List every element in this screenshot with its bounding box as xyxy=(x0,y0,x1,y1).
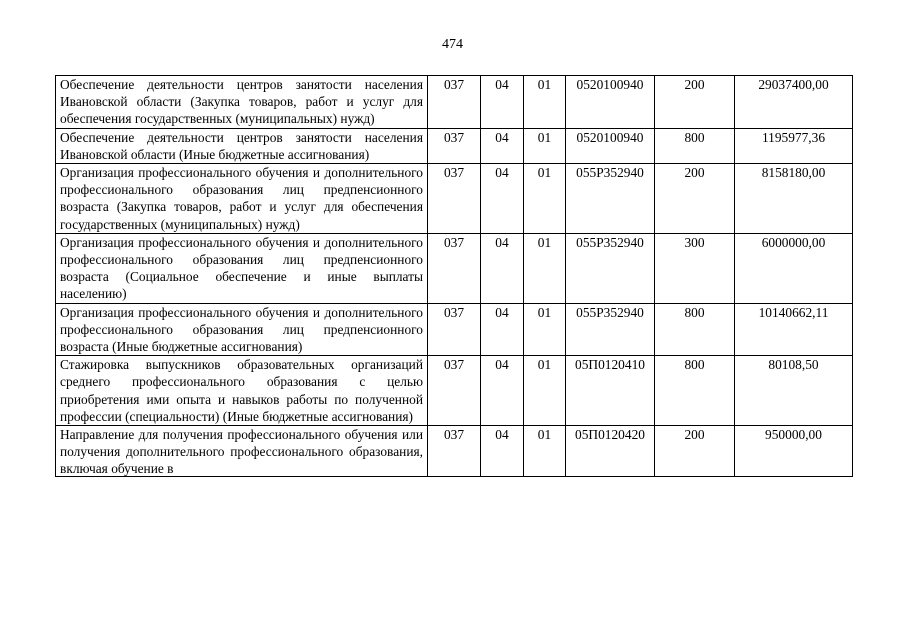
page-number: 474 xyxy=(442,37,463,52)
amount-value: 6000000,00 xyxy=(735,233,853,303)
budget-table xyxy=(55,75,853,477)
subsection-code: 01 xyxy=(524,164,566,234)
subsection-code: 01 xyxy=(524,426,566,477)
ministry-code: 037 xyxy=(428,233,481,303)
ministry-code: 037 xyxy=(428,164,481,234)
description-text: Обеспечение деятельности центров занятости населения Ивановской области (Иные бюджетные ассигнования) xyxy=(60,129,423,162)
row-description xyxy=(56,164,428,234)
description-text: Стажировка выпускников образовательных организаций среднего профессионального образования с целью приобретения ими опыта и навыков работы по полученной профессии (специальности) (Иные бюджетные ассигнования) xyxy=(60,357,423,424)
description-text: Организация профессионального обучения и дополнительного профессионального образования лиц предпенсионного возраста (Социальное обеспечение и иные выплаты населению) xyxy=(60,234,423,302)
expense-type-code: 200 xyxy=(655,426,735,477)
section-code: 04 xyxy=(481,233,524,303)
description-text: Организация профессионального обучения и дополнительного профессионального образования лиц предпенсионного возраста (Иные бюджетные ассигнования) xyxy=(60,304,423,355)
section-code: 04 xyxy=(481,303,524,356)
row-description xyxy=(56,356,428,426)
row-description xyxy=(56,233,428,303)
expense-type-code: 800 xyxy=(655,356,735,426)
row-description xyxy=(56,128,428,163)
expense-type-code: 200 xyxy=(655,164,735,234)
description-text: Обеспечение деятельности центров занятости населения Ивановской области (Закупка товаров, работ и услуг для обеспечения государственных (муниципальных) нужд) xyxy=(60,77,423,127)
table-row xyxy=(56,303,853,356)
target-article-code: 0520100940 xyxy=(566,128,655,163)
table-row xyxy=(56,164,853,234)
section-code: 04 xyxy=(481,164,524,234)
expense-type-code: 300 xyxy=(655,233,735,303)
target-article-code: 055P352940 xyxy=(566,164,655,234)
amount-value: 29037400,00 xyxy=(735,76,853,129)
row-description xyxy=(56,426,428,477)
table-row xyxy=(56,128,853,163)
ministry-code: 037 xyxy=(428,76,481,129)
amount-value: 950000,00 xyxy=(735,426,853,477)
row-description xyxy=(56,303,428,356)
expense-type-code: 200 xyxy=(655,76,735,129)
table-row xyxy=(56,356,853,426)
section-code: 04 xyxy=(481,128,524,163)
description-text: Организация профессионального обучения и дополнительного профессионального образования лиц предпенсионного возраста (Закупка товаров, работ и услуг для обеспечения государственных (муниципальных) нужд) xyxy=(60,165,423,232)
subsection-code: 01 xyxy=(524,303,566,356)
target-article-code: 055P352940 xyxy=(566,303,655,356)
ministry-code: 037 xyxy=(428,356,481,426)
table-row xyxy=(56,233,853,303)
amount-value: 8158180,00 xyxy=(735,164,853,234)
target-article-code: 05П0120410 xyxy=(566,356,655,426)
description-text: Направление для получения профессионального обучения или получения дополнительного профессионального образования, включая обучение в xyxy=(60,427,423,477)
table-row xyxy=(56,426,853,477)
section-code: 04 xyxy=(481,426,524,477)
section-code: 04 xyxy=(481,356,524,426)
section-code: 04 xyxy=(481,76,524,129)
amount-value: 10140662,11 xyxy=(735,303,853,356)
subsection-code: 01 xyxy=(524,76,566,129)
row-description xyxy=(56,76,428,129)
ministry-code: 037 xyxy=(428,426,481,477)
subsection-code: 01 xyxy=(524,233,566,303)
expense-type-code: 800 xyxy=(655,128,735,163)
amount-value: 80108,50 xyxy=(735,356,853,426)
target-article-code: 0520100940 xyxy=(566,76,655,129)
expense-type-code: 800 xyxy=(655,303,735,356)
ministry-code: 037 xyxy=(428,128,481,163)
amount-value: 1195977,36 xyxy=(735,128,853,163)
target-article-code: 05П0120420 xyxy=(566,426,655,477)
subsection-code: 01 xyxy=(524,128,566,163)
subsection-code: 01 xyxy=(524,356,566,426)
table-row xyxy=(56,76,853,129)
target-article-code: 055P352940 xyxy=(566,233,655,303)
table-body xyxy=(56,76,853,477)
ministry-code: 037 xyxy=(428,303,481,356)
